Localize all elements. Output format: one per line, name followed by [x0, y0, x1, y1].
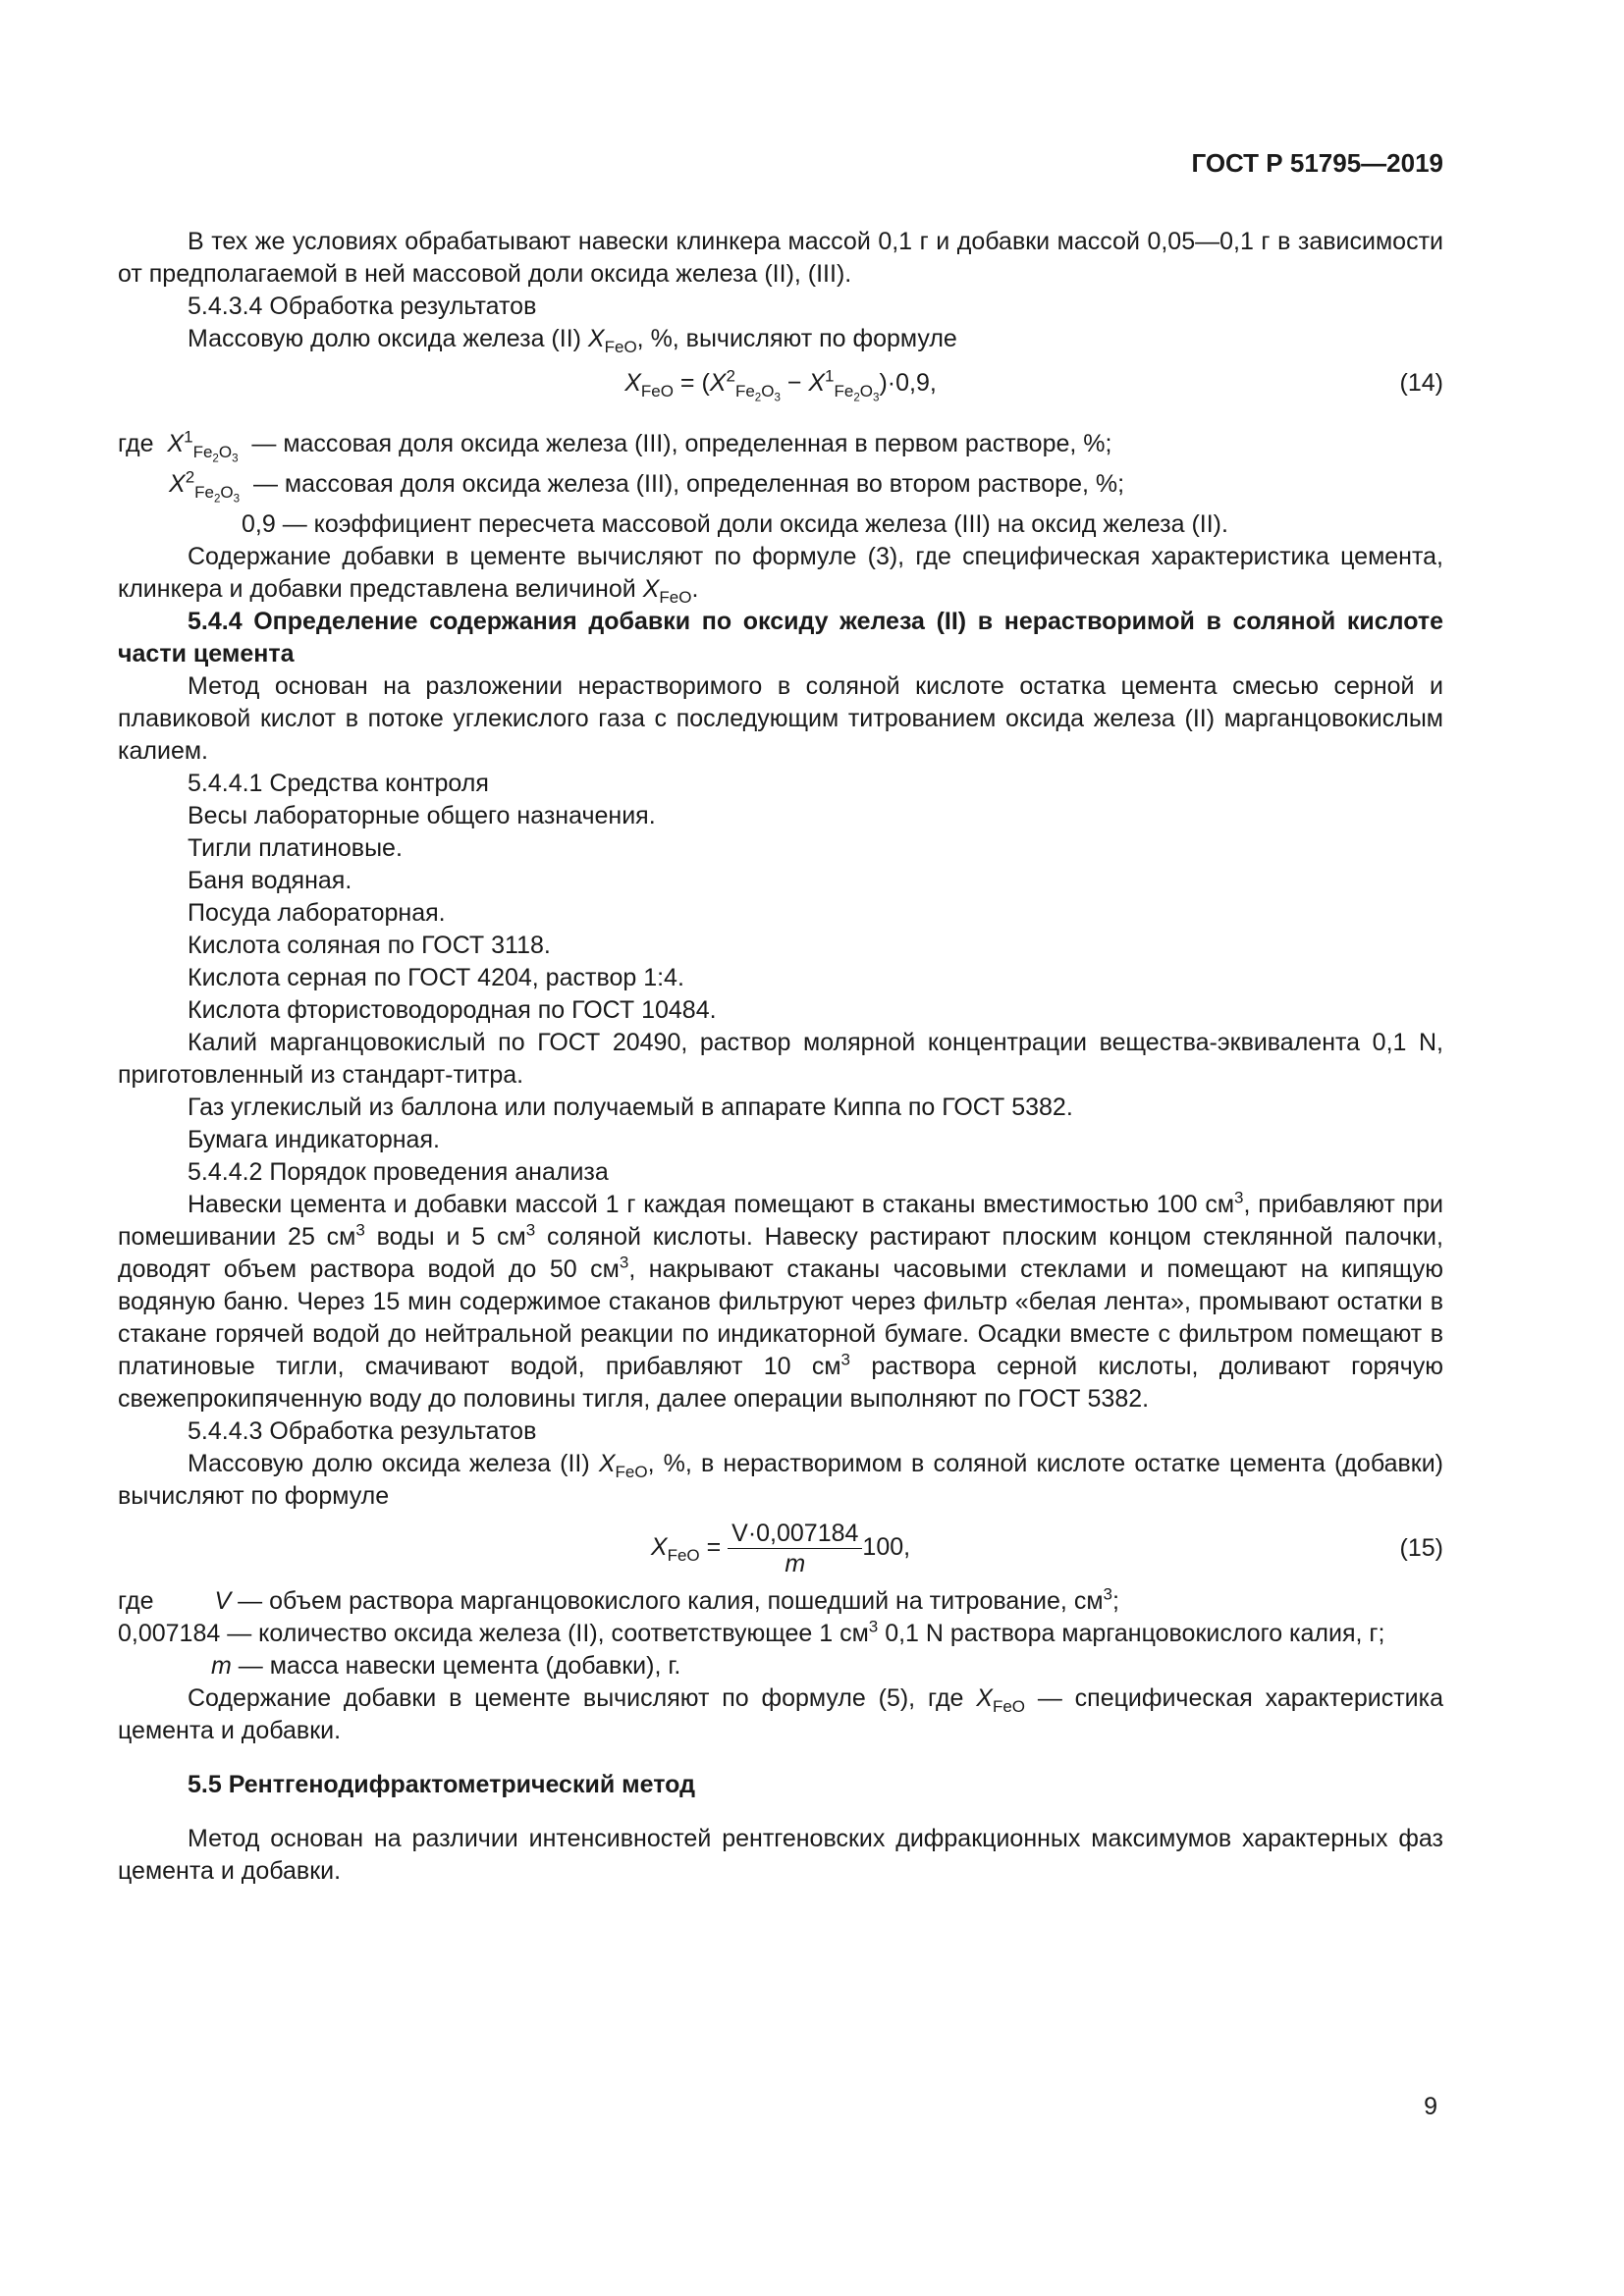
- formula-expression: $X_{FeO} = (X^2_{Fe_2O_3} - X^1_{Fe_2O_3})\cdot 0,9$,: [624, 366, 937, 404]
- where-line: 0,9 — коэффициент пересчета массовой доли оксида железа (III) на оксид железа (II).: [242, 510, 1228, 538]
- formula-expression: $X_{FeO}$ = $\frac{V\cdot 0,007184}{m}$ 100,: [650, 1520, 911, 1577]
- formula-number: (15): [1399, 1534, 1443, 1562]
- list-item: Весы лабораторные общего назначения.: [188, 802, 656, 829]
- page-body: [118, 226, 1443, 1888]
- where-line: где $X^1_{Fe_2O_3}$ — массовая доля оксида железа (III), определенная в первом растворе, %;: [118, 427, 1112, 465]
- fraction-denominator: m: [785, 1550, 806, 1577]
- list-item: Бумага индикаторная.: [188, 1126, 440, 1153]
- page-number: 9: [1424, 2093, 1437, 2120]
- list-item: Посуда лабораторная.: [188, 899, 446, 927]
- section-heading: 5.4.4 Определение содержания добавки по оксиду железа (II) в нерастворимой в соляной кислоте части цемента: [118, 608, 1443, 667]
- list-item: Кислота фтористоводородная по ГОСТ 10484.: [188, 996, 717, 1024]
- paragraph: Метод основан на разложении нерастворимого в соляной кислоте остатка цемента смесью серной и плавиковой кислот в потоке углекислого газа с последующим титрованием оксида железа (II) марганцовокислым калием.: [118, 672, 1443, 765]
- paragraph: Метод основан на различии интенсивностей рентгеновских дифракционных максимумов характерных фаз цемента и добавки.: [118, 1825, 1443, 1885]
- list-item: Кислота серная по ГОСТ 4204, раствор 1:4.: [188, 964, 684, 991]
- list-item: Калий марганцовокислый по ГОСТ 20490, раствор молярной концентрации вещества-эквивалента 0,1 N, приготовленный из стандарт-титра.: [118, 1029, 1443, 1089]
- list-item: Кислота соляная по ГОСТ 3118.: [188, 932, 551, 959]
- section-heading: 5.4.4.3 Обработка результатов: [188, 1417, 537, 1445]
- fraction-numerator: V·0,007184: [728, 1519, 862, 1549]
- document-id: ГОСТ Р 51795—2019: [1191, 148, 1443, 178]
- paragraph: Навески цемента и добавки массой 1 г каждая помещают в стаканы вместимостью 100 $см^3$, прибавляют при помешивании 25 $см^3$ воды и 5 $см^3$ соляной кислоты. Навеску растирают плоским концом стеклянной палочки, доводят объем раствора водой до 50 $см^3$, накрывают стаканы часовыми стеклами и помещают на кипящую водяную баню. Через 15 мин содержимое стаканов фильтруют через фильтр «белая лента», промывают остатки в стакане горячей водой до нейтральной реакции по индикаторной бумаге. Осадки вместе с фильтром помещают в платиновые тигли, смачивают водой, прибавляют 10 $см^3$ раствора серной кислоты, доливают горячую свежепрокипяченную воду до половины тигля, далее операции выполняют по ГОСТ 5382.: [118, 1188, 1443, 1413]
- where-line: m — масса навески цемента (добавки), г.: [211, 1652, 681, 1680]
- where-line: $X^2_{Fe_2O_3}$ — массовая доля оксида железа (III), определенная во втором растворе, %;: [169, 467, 1125, 506]
- where-line: где V — объем раствора марганцовокислого калия, пошедший на титрование, $см^3$;: [118, 1584, 1119, 1615]
- list-item: Баня водяная.: [188, 867, 352, 894]
- formula-14: [118, 355, 1443, 414]
- formula-15: [118, 1513, 1443, 1585]
- where-line: 0,007184 — количество оксида железа (II), соответствующее 1 $см^3$ 0,1 N раствора марганцовокислого калия, г;: [118, 1617, 1385, 1647]
- section-heading: 5.4.4.2 Порядок проведения анализа: [188, 1158, 609, 1186]
- list-item: Тигли платиновые.: [188, 834, 403, 862]
- list-item: Газ углекислый из баллона или получаемый в аппарате Киппа по ГОСТ 5382.: [188, 1094, 1073, 1121]
- section-heading: 5.4.4.1 Средства контроля: [188, 770, 489, 797]
- fraction: [728, 1519, 862, 1578]
- paragraph: Массовую долю оксида железа (II) $X_{FeO}$, %, в нерастворимом в соляной кислоте остатке цемента (добавки) вычисляют по формуле: [118, 1450, 1443, 1510]
- paragraph: Массовую долю оксида железа (II) $X_{FeO}$, %, вычисляют по формуле: [188, 325, 957, 356]
- paragraph: В тех же условиях обрабатывают навески клинкера массой 0,1 г и добавки массой 0,05—0,1 г в зависимости от предполагаемой в ней массовой доли оксида железа (II), (III).: [118, 228, 1443, 288]
- formula-number: (14): [1399, 369, 1443, 397]
- section-heading: 5.4.3.4 Обработка результатов: [188, 293, 537, 320]
- paragraph: Содержание добавки в цементе вычисляют по формуле (5), где $X_{FeO}$ — специфическая характеристика цемента и добавки.: [118, 1684, 1443, 1744]
- paragraph: Содержание добавки в цементе вычисляют по формуле (3), где специфическая характеристика цемента, клинкера и добавки представлена величиной $X_{FeO}$.: [118, 543, 1443, 607]
- section-heading: 5.5 Рентгенодифрактометрический метод: [188, 1771, 695, 1798]
